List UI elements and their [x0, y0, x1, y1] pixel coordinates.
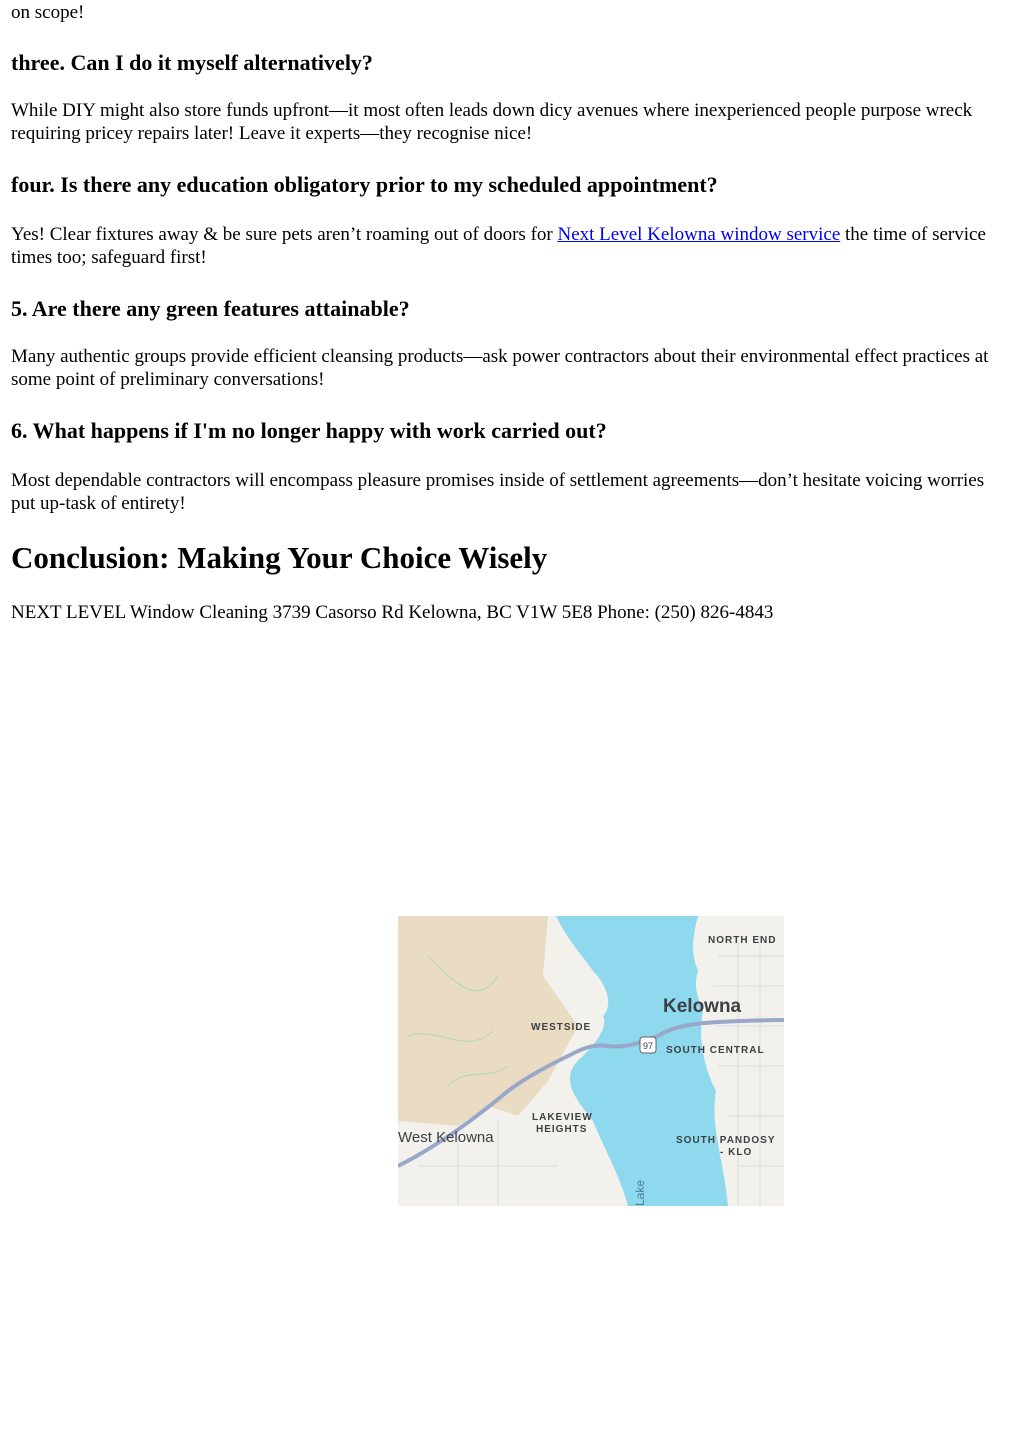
- map-label-lake: Lake: [633, 1179, 647, 1206]
- faq-question-3: three. Can I do it myself alternatively?: [11, 50, 373, 75]
- map-label-kelowna: Kelowna: [663, 996, 742, 1017]
- faq-answer-6: Most dependable contractors will encompass pleasure promises inside of settlement agreements—don’t hesitate voicing worries put up-task of entirety!: [11, 470, 985, 514]
- paragraph: on scope!: [11, 2, 85, 23]
- map-label-south-pandosy: SOUTH PANDOSY: [676, 1135, 776, 1146]
- faq-question-6: 6. What happens if I'm no longer happy with work carried out?: [11, 418, 607, 443]
- map-label-north-end: NORTH END: [708, 935, 777, 946]
- answer-text: the time of service times too; safeguard first!: [11, 224, 986, 268]
- map-canvas: [398, 916, 784, 1206]
- faq-answer-4: [11, 223, 1011, 269]
- map-label-highway: 97: [643, 1041, 654, 1051]
- map-label-lakeview: LAKEVIEW: [532, 1112, 593, 1123]
- faq-answer-5: Many authentic groups provide efficient cleansing products—ask power contractors about their environmental effect practices at some point of preliminary conversations!: [11, 346, 989, 390]
- faq-question-4: four. Is there any education obligatory prior to my scheduled appointment?: [11, 172, 718, 197]
- faq-question-5: 5. Are there any green features attainable?: [11, 296, 410, 321]
- conclusion-heading: Conclusion: Making Your Choice Wisely: [11, 540, 548, 575]
- answer-text: Yes! Clear fixtures away & be sure pets aren’t roaming out of doors for: [11, 224, 558, 245]
- map-label-heights: HEIGHTS: [536, 1124, 588, 1135]
- faq-answer-3: While DIY might also store funds upfront—it most often leads down dicy avenues where inexperienced people purpose wreck requiring pricey repairs later! Leave it experts—they recognise nice!: [11, 100, 973, 144]
- map-label-westside: WESTSIDE: [531, 1022, 592, 1033]
- next-level-service-link[interactable]: Next Level Kelowna window service: [557, 224, 841, 245]
- map-label-west-kelowna: West Kelowna: [398, 1129, 494, 1146]
- map-label-klo: - KLO: [720, 1147, 753, 1158]
- map-label-south-central: SOUTH CENTRAL: [666, 1045, 765, 1056]
- contact-info: NEXT LEVEL Window Cleaning 3739 Casorso Rd Kelowna, BC V1W 5E8 Phone: (250) 826-4843: [11, 602, 774, 623]
- location-map[interactable]: [398, 916, 784, 1206]
